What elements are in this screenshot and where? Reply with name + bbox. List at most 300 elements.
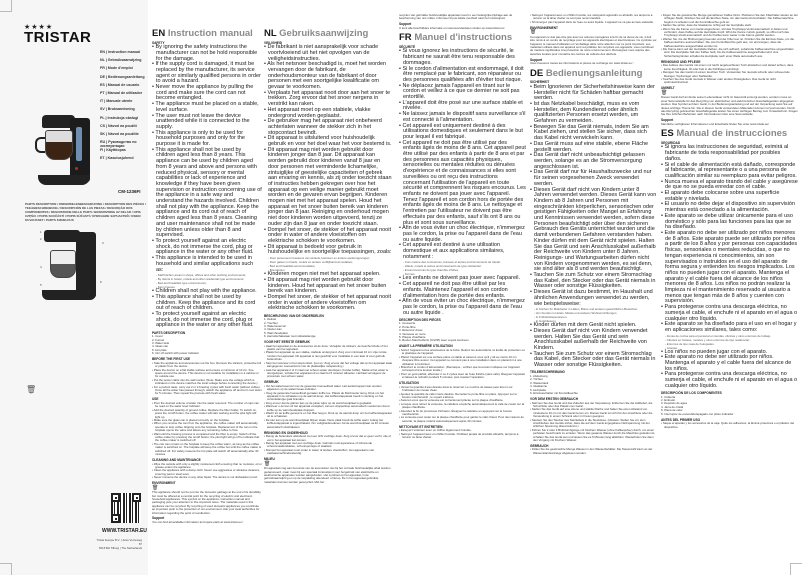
section-heading: VEILIGHEID [264, 40, 283, 45]
safety-list [264, 45, 392, 256]
section-heading: Support [661, 118, 674, 123]
safety-list [661, 350, 798, 390]
list-item: 1. Couvercle [399, 321, 416, 326]
list-item: • Zorg ervoor dat de glazen kan op de juiste wijze op de warmhoudplaat is geplaatst. [264, 402, 392, 405]
section-heading: SICHERHEIT [530, 80, 550, 85]
section-heading: Support [152, 516, 165, 521]
section-heading: PARTS DESCRIPTION [152, 330, 186, 335]
section-heading: ENVIRONMENT [152, 481, 176, 486]
manual-title: Manual de instrucciones [676, 128, 788, 140]
list-item: • Dompel het snoer, de stekker of het apparaat nooit onder in water of andere vloeistoffen om elektrische schokken te voorkomen. [264, 295, 392, 312]
language-item: PL | Instrukcja obsługi [100, 115, 139, 120]
list-item: • Tauchen Sie das Gerät niemals in Wasser oder andere Flüssigkeiten. Das Gerät ist nicht spülmaschinenfest. [661, 78, 798, 85]
list-item: 6. Bouton Marche/Arrêt (On/Off) avec voyant lumineux [399, 338, 469, 343]
list-item: • Wenn Sie die Kanne vom Gerät wegnehmen, tritt das Tropfstopp-Ventil automatisch in Aktion und verhindert, dass Kaffee auf die Heizplatte tropft. Wird die Kanne zurück gestellt, so öffnet sich das Tropfstopp-Ventil automatisch und der Kaffee kann weiter in die Kanne geführt werden. [661, 28, 798, 38]
language-code: FR [399, 32, 412, 44]
list-item: • Stellen Sie das Gerät auf eine ebene und stabile Fläche und halten Sie einen Abstand von mindestens 10 cm um das Gerät herum ein. Dieses Gerät ist nicht für den Anschluss oder die Verwendung in einem Schrank oder im Freien geeignet. [530, 408, 657, 418]
list-item: • Add the desired quantity of ground coffee. Replace the filter holder. To switch on, press the on/off button, the coffee maker will start working and the pilot light will light up. [152, 409, 262, 419]
list-item: • Nunca mueva el aparato tirando del cable y asegúrese de que no se pueda enredar con el cable. [661, 180, 798, 191]
list-item: 3. Water tank [152, 341, 170, 346]
language-item: FR | Mode d'emploi [100, 66, 133, 71]
safety-list [661, 145, 798, 333]
list-item: • Ne déplacez jamais l'appareil en tirant sur le cordon et veillez à ce que ce dernier ne soit pas entortillé. [399, 84, 526, 101]
list-item: 1. Cubierta [661, 394, 676, 399]
list-item: 5. Heizplatte [530, 387, 547, 392]
list-item: • Fügen Sie die gewünschte Menge gemahlenen Kaffee hinzu. Platzieren Sie den Filterhalter wieder an der richtigen Stelle. Drücken Sie auf die Ein/Aus-Taste, um das Gerät einzuschalten. Die Kaffeemaschine beginnt zu arbeiten und die Kontrollleuchte geht an. [661, 14, 798, 24]
section-heading: SÉCURITÉ [399, 44, 416, 49]
list-item: • This appliance is only to be used for household purposes and only for the purpose it is made for. [152, 131, 262, 148]
list-item: • Put the power cable into the wall socket. (Note: Make sure the voltage which is indicated on the device matches the local voltage before connecting the device.) [152, 379, 262, 386]
list-item: • Wanneer u de kan uit het apparaat verwijdert, zal een druppelstop automatisch voorkomen dat er koffie op de warmhoudplaat druppelt. [264, 405, 392, 412]
list-item: • Warten Sie, bis der Brühvorgang beendet und der Filter leer ist. Drücken Sie die Ein/Aus-Taste, um die Kaffeemaschine auszuschalten. Die rote Kontrollleuchte geht aus, um anzuzeigen, dass die Kaffeemaschine ausgeschaltet worden ist. [661, 38, 798, 48]
section-heading: GEBRAUCH [530, 443, 549, 448]
list-item: - Clientes en hoteles, moteles y otros entornos de tipo residencial. [665, 338, 798, 342]
list-item: 1. Deksel [264, 317, 277, 322]
manual-title: Gebruiksaanwijzing [279, 28, 369, 39]
list-item: • Reinig de buitenkant uitsluitend met een licht vochtige doek. Zorg ervoor dat er geen vocht, olie of vet in het apparaat kan komen. [264, 435, 392, 442]
list-item: • Verplaats het apparaat nooit door aan het snoer te trekken. Zorg ervoor dat het snoer nergens in verstrikt kan raken. [264, 91, 392, 108]
list-item: 3. Waterreservoir [264, 323, 287, 328]
paragraph: Sämtliche verfügbaren Informationen und Ersatzteile finden Sie unter www.tristar.eu! [661, 121, 769, 126]
environment-paragraph: This appliance should not be put into the domestic garbage at the end of its durability, but must be offered at a central point for the recycling of electric and electronic household appliances. This symbol on the appliance, instruction manual and packaging puts your attention to this important issue. The materials used in this appliance can be recycled. By recycling of used domestic appliances you contribute an important push to the protection of our environment. Ask your local authorities for information regarding the point of recollection. [152, 490, 262, 515]
list-item: • Stecken Sie den Stecker des Netzkabels in die Steckdose. (Hinweis: Stellen Sie vor dem Anschließen des Geräts sicher, dass die auf dem Gerät angegebene Netzspannung mit der örtlichen Spannung übereinstimmt.) [530, 419, 657, 429]
section-heading: SEGURIDAD [661, 140, 681, 145]
list-item: • This appliance shall not be used by children aged less than 8 years. This appliance can be used by children aged from 8 years and above and persons with reduced physical, sensory or mental capabilities or lack of experience and knowledge if they have been given supervision or instruction concerning use of the appliance in a safe way and understand the hazards involved. Children shall not play with the appliance. Keep the appliance and its cord out of reach of children aged less than 8 years. Cleaning and user maintenance shall not be made by children unless older than 8 and supervised. [152, 148, 262, 239]
list-item: 2. Trichter [530, 377, 543, 382]
language-item: ES | Manual de usuario [100, 82, 140, 87]
weee-bin-icon: 🗑 [661, 89, 668, 96]
list-item: • La verseuse peut rester sur la plaque chauffante pour garder le café chaud. Pour des raisons de sécurité, la plaque s'éteint automatiquement après 40 minutes. [399, 416, 526, 423]
list-item: • Clean the appliance with a damp cloth. Never use aggressive or abrasive cleaners, scouring pad or steel wool. [152, 469, 262, 476]
list-item: 1. Abdeckung [530, 373, 548, 378]
list-item: - Staff kitchen areas in shops, offices and other working environments; [156, 273, 262, 277]
safety-list [530, 85, 657, 307]
callout-1: 1 [40, 230, 42, 234]
list-item: - Hôtels, motels et autres environnements de type résidentiel. [403, 264, 526, 268]
section-heading: NETTOYAGE ET ENTRETIEN [399, 424, 443, 429]
list-item: • Plaats het apparaat op een vlakke, stabiele ondergrond. Zorg voor minimaal 10 cm vrije ruimte rondom het apparaat. Dit apparaat is niet geschikt voor installatie in een kast of voor gebruik buitenshuis. [264, 351, 392, 361]
list-item: • Die Kanne kann auf der Heizplatte bleiben, die sich aufheizt, sobald die Kaffeemaschine eingeschaltet wird. Die Heizplatte hält den Kaffee heiß, bis die Kaffeemaschine ausgeschaltet wird. Aus Sicherheitsgründen schaltet die Heizplatte nach einer Weile automatisch aus. [661, 48, 798, 58]
list-item: 4. Glazen kan [264, 327, 282, 332]
list-item: 5. Plaque chauffante [399, 335, 426, 340]
list-item: • Voeg de gewenste hoeveelheid gemalen koffie toe. Plaats de filterhouder terug. Druk om het apparaat in te schakelen op de aan/uit-knop. Het koffiezetapparaat treedt in werking en het controlelampje gaat branden. [264, 392, 392, 402]
manual-title: Instruction manual [167, 28, 253, 39]
section-heading: Support [399, 22, 412, 27]
list-item: - Granjas. [665, 346, 798, 350]
instruction-list [152, 463, 262, 480]
section-heading: USE [152, 397, 159, 402]
instruction-list [399, 260, 526, 276]
section-heading: DESCRIPTION DES PIÈCES [399, 317, 441, 322]
list-item: • Tauchen Sie zum Schutz vor einem Stromschlag das Kabel, den Stecker oder das Gerät niemals in Wasser oder sonstige Flüssigkeiten. [530, 352, 657, 369]
list-item: • Vul het waterreservoir met de gewenste hoeveelheid water. Het aantal koppen kan worden afgelezen op de waterniveau-indicator. [264, 385, 392, 392]
language-item: ET | Kasutusjuhend [100, 156, 134, 161]
list-item: • Dieses Gerät darf nicht von Kindern unter 8 Jahren verwendet werden. Dieses Gerät kann von Kindern ab 8 Jahren und Personen mit eingeschränkten körperlichen, sensorischen oder geistigen Fähigkeiten oder Mangel an Erfahrung und Kenntnissen verwendet werden, sofern diese Personen beaufsichtigt oder über den sicheren Gebrauch des Geräts unterrichtet wurden und die damit verbundenen Gefahren verstanden haben. Kinder dürfen mit dem Gerät nicht spielen. Halten Sie das Gerät und sein Anschlusskabel außerhalb der Reichweite von Kindern unter 8 Jahren. Reinigungs- und Wartungsarbeiten dürfen nicht von Kindern vorgenommen werden, es sei denn, sie sind älter als 8 und werden beaufsichtigt. [530, 188, 657, 274]
section-heading: VOR DEM ERSTEN GEBRAUCH [530, 396, 578, 401]
list-item: • To protect yourself against an electric shock, do not immerse the cord, plug or appliance in the water or any other fluid. [152, 312, 262, 329]
callout-6: 6 [100, 280, 102, 284]
manual-title: Bedienungsanleitung [545, 67, 643, 79]
list-item: • Dit apparaat is bedoeld voor gebruik in huishoudelijke en soortgelijke toepassingen, zoals: [264, 245, 392, 256]
environment-paragraph: Dit apparaat mag aan het einde van de levensduur niet bij het normale huishoudelijke afval worden gedeponeerd, maar moet bij een speciaal inzamelpunt voor hergebruik van elektrische en elektronische apparaten worden aangeboden. Het symbool op het apparaat, in de gebruiksaanwijzing en op de verpakking attendeert u hierop. De in het apparaat gebruikte materialen kunnen worden gerecycled. Met het [264, 466, 391, 484]
list-item: • Si le cordon d'alimentation est endommagé, il doit être remplacé par le fabricant, son réparateur ou des personnes qualifiées afin d'éviter tout risque. [399, 67, 526, 84]
list-item: • Ne laissez jamais le dispositif sans surveillance s'il est connecté à l'alimentation. [399, 112, 526, 123]
list-item: • Este aparato no debe ser utilizado por niños menores de 8 años. Este aparato puede ser utilizado por niños a partir de los 8 años y por personas con capacidades físicas, sensoriales o mentales reducidas, o que no tengan experiencia ni conocimientos, sin son supervisados o instruidos en el uso del aparato de forma segura y entienden los riesgos implicados. Los niños no pueden jugar con el aparato. Mantenga el aparato y el cable fuera del alcance de los niños menores de 8 años. Los niños no podrán realizar la limpieza ni el mantenimiento reservado al usuario a menos que tengan más de 8 años y cuenten con supervisión. [661, 231, 798, 305]
parts-diagram [38, 228, 100, 304]
list-item: • L'appareil doit être posé sur une surface stable et nivelée. [399, 101, 526, 112]
environment-text [530, 30, 657, 56]
instruction-list [399, 429, 526, 439]
list-item: • When you remove the can from the appliance, the coffee maker will automatically operate to stop coffee dripping onto the hotplate. Replacement of the can on the hotplate opens the valve and allows any remaining coffee to flow. [152, 422, 262, 432]
weee-bin-icon: 🗑 [264, 460, 271, 467]
list-item: • Als het netsnoer beschadigd is, moet het worden vervangen door de fabrikant, de onderhoudsmonteur van de fabrikant of door personen met een soortgelijke kwalificatie om gevaar te voorkomen. [264, 62, 392, 91]
list-item: - In Gutshäusern. [534, 319, 657, 323]
list-item: 4. Glaskanne [530, 384, 548, 389]
list-item: 3. Wassertank [530, 380, 549, 385]
list-item: • Ajoutez la quantité de café moulu désirée. Remettez le porte-filtre en place. Appuyez sur le bouton marche/arrêt ; le voyant s'allume. [399, 393, 526, 400]
language-item: RU | Руководство по эксплуатации [100, 140, 137, 149]
environment-paragraph: Dieses Gerät darf am Ende seiner Lebensdauer nicht im Hausmüll entsorgt werden, sondern muss an einer Sammelstelle für das Recycling von elektrischen und elektronischen Haushaltsgeräten abgegeben werden. Das Symbol auf dem Gerät, in der Bedienungsanleitung und auf der Verpackung weist Sie auf dieses wichtige Thema hin. Die in diesem Gerät verwendeten Materialien können recycelt werden. Durch das Recycling gebrauchter Haushaltsgeräte leisten Sie einen wichtigen Beitrag zum Umweltschutz. Fragen Sie Ihre örtlichen Behörden nach Informationen über eine Sammelstelle. [661, 95, 798, 117]
list-item: • Haal het apparaat en de accessoires uit de doos. Verwijder de stickers, de beschermfolie of het plastic van het apparaat. [264, 345, 392, 352]
list-item: • Führen Sie 2 oder 3 Brühdurchgänge mit frischem Wasser (ohne Kaffeepulver) durch, um einen perfekten Geschmack zu erzielen. Wenn das gesamte Wasser durch die Maschine gelaufen ist, schalten Sie das Gerät aus und lassen Sie es 5 Minuten lang abkühlen. Wiederholen Sie dann den Vorgang mit frischem Wasser. [530, 429, 657, 443]
environment-text [152, 486, 262, 515]
instruction-list [661, 422, 798, 429]
list-item: • Bewegen Sie das Gerät niemals, indem Sie am Kabel ziehen, und stellen Sie sicher, dass sich das Kabel nicht verwickeln kann. [530, 125, 657, 142]
instruction-list [530, 448, 657, 455]
language-item: NL | Gebruiksaanwijzing [100, 58, 142, 63]
list-item: • The appliance must be placed on a stable, level surface. [152, 102, 262, 113]
section-heading: CLEANING AND MAINTENANCE [152, 457, 201, 462]
list-item: • Este aparato no debe ser utilizado por niños. Mantenga el aparato y el cable fuera del alcance de los niños. [661, 355, 798, 372]
list-item: • To protect yourself against an electric shock, do not immerse the cord, plug or appliance in the water or any other fluid. [152, 239, 262, 256]
list-item: • Dit apparaat is uitsluitend voor huishoudelijk gebruik en voor het doel waar het voor bestemd is. [264, 136, 392, 147]
section-title [152, 28, 262, 39]
list-item: • Reinig het apparaat met een vochtige doek. Gebruik nooit agressieve of schurende schoonmaakmiddelen, schuursponsjes of staalwol. [264, 442, 392, 449]
instruction-list [530, 402, 657, 443]
instruction-list [399, 349, 526, 380]
safety-list [264, 272, 392, 312]
list-item: • Füllen Sie die gewünschte Menge Wasser in den Wasserbehälter. Die Tassenzahl kann an der Wasserstandsanzeige abgelesen werden. [530, 448, 657, 455]
manual-title: Manuel d'instructions [414, 32, 513, 44]
list-item: • Este aparato se debe utilizar únicamente para el uso doméstico y sólo para las funciones para las que se ha diseñado. [661, 214, 798, 231]
list-item: 3. Réservoir d'eau [399, 328, 423, 333]
logo-wordmark: TRISTAR [24, 29, 92, 46]
language-code: NL [264, 28, 277, 39]
instruction-list [152, 335, 262, 355]
list-item: - Door personeel in keukens van winkels, kantoren en andere werkomgevingen; [268, 256, 392, 260]
list-item: • Afin de vous éviter un choc électrique, n'immergez pas le cordon, la prise ou l'appareil dans de l'eau ou autre liquide . [399, 299, 526, 316]
section-heading: ENVIRONNEMENT [530, 25, 558, 30]
list-item: • Cet appareil ne doit pas être utilisé par les enfants. Maintenez l'appareil et son cordon d'alimentation hors de portée des enfants. [399, 282, 526, 299]
address-line: 5015 BH Tilburg | The Netherlands [99, 546, 142, 551]
list-item: - Fermes. [403, 272, 526, 276]
list-item: • N'immergez pas l'appareil dans de l'eau ou autre liquide. L'appareil ne va pas au lave-vaisselle. [530, 21, 657, 24]
model-number: CM-1236FI [118, 189, 141, 194]
instruction-list [264, 256, 392, 272]
list-item: • Take the appliance and accessories out the box. Remove the stickers, protective foil or plastic from the device. [152, 362, 262, 369]
instruction-list [152, 362, 262, 396]
list-item: • Never move the appliance by pulling the cord and make sure the cord can not become entangled. [152, 85, 262, 102]
list-item: • Para protegerse contra una descarga eléctrica, no sumerja el cable, el enchufe ni el aparato en el agua o cualquier otro líquido. [661, 305, 798, 322]
list-item: • Cet appareil est destiné à une utilisation domestique et aux applications similaires, notamment : [399, 243, 526, 260]
list-item: • Versez la quantité d'eau désirée dans le réservoir. Le nombre de tasses peut être lu sur l'indicateur de niveau d'eau. [399, 386, 526, 393]
instruction-list [399, 386, 526, 423]
list-item: 2. Embudo [661, 398, 675, 403]
list-item: • Reinigen Sie das Gerät mit einem feuchten Tuch. Verwenden Sie niemals scharfe oder scheuernde Reiniger, Topfreiniger oder Stahlwolle. [661, 71, 798, 78]
environment-text [661, 91, 798, 117]
section-heading: ANTES DEL PRIMER USO [661, 417, 701, 422]
list-item: • El usuario no debe dejar el dispositivo sin supervisión mientras está conectado a la alimentación. [661, 202, 798, 213]
list-item: - Zonas de cocina para el personal en tiendas, oficinas y otros entornos de trabajo. [665, 334, 798, 338]
list-item: 6. On/ off switch with power indicator [152, 351, 200, 356]
instruction-list [530, 307, 657, 323]
safety-list [399, 49, 526, 260]
instruction-list [152, 273, 262, 289]
crop-mark [0, 563, 12, 575]
list-item: • Placez l'appareil sur une surface plane et stable et assurez-vous qu'il y ait au moins 10 cm d'espace libre autour. Cet appareil ne convient pas à une installation dans un placard ni à une utilisation à l'extérieur. [399, 356, 526, 366]
language-item: IT | Manuale utente [100, 99, 133, 104]
list-item: - Bed and breakfast-accommodaties; [268, 264, 392, 268]
callout-2: 2 [40, 237, 42, 241]
list-item: • El aparato debe colocarse sobre una superficie estable y nivelada. [661, 191, 798, 202]
list-item: • Ist das Netzkabel beschädigt, muss es vom Hersteller, dem Kundendienst oder ähnlich qualifizierten Personen ersetzt werden, um Gefahren zu vermeiden. [530, 102, 657, 125]
list-item: • Make sure the glass can is placed correctly on the hotplate. [152, 419, 262, 422]
list-item: 5. Placa de calor [661, 408, 683, 413]
safety-list [152, 45, 262, 273]
section-title [530, 68, 657, 79]
list-item: • Sortez l'appareil et les accessoires de la boîte. Retirez les autocollants, la feuille de protection ou le plastique de l'appareil. [399, 349, 526, 356]
list-item: • Este aparato se ha diseñado para el uso en el hogar y en aplicaciones similares, tales como: [661, 322, 798, 333]
list-item: • Wacht tot de koffie gereed is en het filter leeg is. Druk op de aan/uit-knop om het koffiezetapparaat uit te schakelen. [264, 412, 392, 419]
instruction-list [661, 64, 798, 84]
list-item: • Dieses Gerät darf nicht von Kindern verwendet werden. Halten Sie das Gerät und sein Anschlusskabel außerhalb der Reichweite von Kindern. [530, 329, 657, 352]
list-item: • Nehmen Sie das Gerät und das Zubehör aus der Verpackung. Entfernen Sie die Aufkleber, die Schutzfolie oder das Plastik vom Gerät. [530, 402, 657, 409]
weee-bin-icon: 🗑 [26, 385, 37, 394]
language-item: DE | Bedienungsanleitung [100, 74, 145, 79]
list-item: • The can can remain on the hotplate to keep the coffee warm, as long as the coffee maker is switched on. The hotplate will keep the coffee hot until the coffee maker is switched off. For safety reasons the hot plate will switch off automatically after 40 minutes. [152, 443, 262, 457]
list-item: • Das Gerät muss auf eine stabile, ebene Fläche gestellt werden. [530, 142, 657, 153]
list-item: • Nettoyez l'appareil avec un chiffon humide, les nettoyants agressifs ou abrasifs, les tampons à récurer ou la laine d'acier ne sont pas recommandés. [530, 14, 657, 21]
language-code: DE [530, 67, 544, 79]
list-item: 2. Porte-filtre [399, 324, 416, 329]
list-item: • Dit apparaat mag niet worden gebruikt door kinderen. Houd het apparaat en het snoer buiten bereik van kinderen. [264, 278, 392, 295]
list-item: • Essuyez l'extérieur avec un chiffon légèrement humide. [399, 429, 526, 432]
list-item: • Nettoyez l'appareil avec un chiffon humide. N'utilisez jamais de produits abrasifs, tampons à récurer ou laine d'acier. [399, 433, 526, 440]
list-item: • Stellen Sie sicher, dass die Glaskanne richtig auf der Heizplatte steht. [661, 24, 798, 27]
list-item: • Wait until the brewing process is completed and the filter is empty. Switch off the coffee maker by pressing the on/off button; the pilot light will go off to indicate that the coffee maker is switched off. [152, 433, 262, 443]
list-item: 4. Verseuse en verre [399, 331, 426, 336]
section-heading: TEILEBESCHREIBUNG [530, 370, 565, 375]
column-nl [264, 0, 392, 484]
list-item: - Environnements de type chambre d'hôtes. [403, 268, 526, 272]
section-heading: MILIEU [264, 457, 275, 462]
qr-code [111, 493, 141, 523]
paragraph: U kunt alle beschikbare informatie en reserveonderdelen vinden op www.tristar.eu! [399, 25, 505, 30]
list-item: 6. Interruptor de encendido/apagado con piloto indicador [661, 411, 734, 416]
section-heading: BEFORE THE FIRST USE [152, 357, 191, 362]
list-item: 3. Depósito de agua [661, 401, 687, 406]
callout-5: 5 [40, 283, 42, 287]
callout-3: 3 [102, 241, 104, 245]
section-title [264, 28, 392, 39]
section-heading: Support [530, 57, 543, 62]
section-heading: REINIGUNG UND PFLEGE [661, 59, 701, 64]
website-url[interactable]: WWW.TRISTAR.EU [102, 528, 147, 534]
list-item: • Stop het netsnoer in het stopcontact. (Let op: Zorg ervoor dat het voltage dat op het apparaat staat aangegeven overeenkomt met de plaatselijke netspanning.) [264, 362, 392, 369]
paragraph: recyclen van gebruikte huishoudelijke apparaten levert u een belangrijke bijdrage aan de bescherming van ons milieu. Informeer bij uw lokale overheid naar het inzamelpunt. [399, 13, 513, 21]
list-item: 1. Cover [152, 334, 163, 339]
list-item: • Saque el aparato y los accesorios de la caja. Quite los adhesivos, la lámina protectora o el plástico del dispositivo. [661, 422, 798, 429]
language-item: FI | Käyttöopas [100, 148, 126, 153]
section-title [399, 32, 526, 43]
safety-list [152, 289, 262, 329]
instruction-list [661, 396, 798, 416]
instruction-list [530, 375, 657, 395]
instruction-list [530, 14, 657, 24]
instruction-list [264, 345, 392, 379]
list-item: - Entornos de tipo casa de huéspedes. [665, 342, 798, 346]
section-heading: UMWELT [661, 86, 675, 91]
list-item: • Dompel het snoer, de stekker of het apparaat nooit onder in water of andere vloeistoffen om elektrische schokken te voorkomen. [264, 228, 392, 245]
list-item: • Los niños no pueden jugar con el aparato. [661, 350, 798, 356]
list-item: • Para protegerse contra una descarga eléctrica, no sumerja el cable, el enchufe ni el aparato en el agua o cualquier otro líquido. [661, 372, 798, 389]
list-item: 2. Funnel [152, 337, 165, 342]
environment-text [264, 462, 392, 485]
list-item: • Lorsque vous retirez la verseuse, la cafetière empêche automatiquement le café de couler sur la plaque chauffante. [399, 403, 526, 410]
list-item: • Wipe the outside with only a slightly moistened cloth ensuring that no moisture, oil or grease enters the appliance. [152, 463, 262, 470]
company-address [94, 538, 142, 551]
crop-mark [790, 563, 802, 575]
logo-stars: ★★★★ [24, 24, 54, 31]
safety-list [530, 323, 657, 369]
instruction-list [152, 402, 262, 457]
list-item: 5. Warmhoudplaat [264, 330, 288, 335]
list-item: - Farm houses. [156, 285, 262, 289]
instruction-list [661, 334, 798, 350]
section-title [661, 128, 798, 139]
instruction-list [399, 322, 526, 342]
paragraph: Vous trouverez toutes les informations et pièces de rechange sur www.tristar.eu ! [530, 61, 634, 66]
list-item: - By clients in hotels, motels and other residential type environments; [156, 277, 262, 281]
column-de [530, 0, 657, 455]
list-item: • De fabrikant is niet aansprakelijk voor schade voortvloeiend uit het niet opvolgen van de veiligheidsinstructies. [264, 45, 392, 62]
language-item: SV | Bruksanvisning [100, 107, 135, 112]
parts-description-heading: PARTS DESCRIPTION / ONDERDELENBESCHRIJVING / DESCRIPTION DES PIÈCES / TEILEBESCHREIBUNG / DESCRIPCIÓN DE LAS PIEZAS / DESCRIÇÃO DOS COMPONENTES / DESCRIZIONE DELLE PARTI / BESKRIVNING AV DELAR / OPIS CZĘŚCI / POPIS SOUČÁSTÍ / POPIS SÚČASTÍ / ОПИСАНИЕ ЗАПЧАСТЕЙ / OSIEN KUVAUKSET / PARTS KIRJELDUS [25, 202, 146, 222]
list-item: • Si ignora las instrucciones de seguridad, eximirá al fabricante de toda responsabilidad por posibles daños. [661, 145, 798, 162]
list-item: • Attendez la fin du processus d'infusion. Éteignez la cafetière en appuyant sur le bouton marche/arrêt. [399, 410, 526, 417]
list-item: • Assurez-vous que la verseuse est correctement placée sur la plaque chauffante. [399, 399, 526, 402]
list-item: • Pour the desired volume of water into the water reservoir. The number of cups can be read on the water level indicator. [152, 402, 262, 409]
list-item: • Dompel het apparaat nooit onder in water of andere vloeistoffen. Het apparaat is niet vaatwasmachinebestendig. [264, 449, 392, 456]
weee-bin-icon: 🗑 [152, 484, 159, 491]
cover-panel [0, 0, 148, 575]
language-item: CS | Návod na použití [100, 123, 137, 128]
list-item: • If the supply cord is damaged, it must be replaced by the manufacturer, its service agent or similarly qualified persons in order to avoid a hazard. [152, 62, 262, 85]
address-line: Tristar Europe B.V. | Jules Verneweg 87 [96, 538, 142, 547]
list-item: • Si vous ignorez les instructions de sécurité, le fabricant ne saurait être tenu responsable des dommages. [399, 49, 526, 66]
callout-4: 4 [40, 265, 42, 269]
list-item: • The user must not leave the device unattended while it is connected to the supply. [152, 114, 262, 131]
list-item: • Afin de vous éviter un choc électrique, n'immergez pas le cordon, la prise ou l'appareil dans de l'eau ou autre liquide. [399, 226, 526, 243]
section-heading: SAFETY [152, 40, 165, 45]
list-item: • Het apparaat moet op een stabiele, vlakke ondergrond worden geplaatst. [264, 108, 392, 119]
section-heading: UTILISATION [399, 381, 419, 386]
list-item: - In Küchen für Mitarbeiter in Läden, Büros und anderen gewerblichen Bereichen. [534, 307, 657, 311]
list-item: - Von Kunden in Hotels, Motels und anderen Wohneinrichtungen. [534, 311, 657, 315]
list-item: • Place the device on a flat stable surface and ensure a minimum of 10 cm. free space around the device. This device is not suitable for installation in a cabinet or for outside use. [152, 369, 262, 379]
language-item: SK | Návod na použitie [100, 131, 139, 136]
section-heading: REINIGING EN ONDERHOUD [264, 430, 308, 435]
list-item: • De gebruiker mag het apparaat niet onbeheerd achterlaten wanneer de stekker zich in het stopcontact bevindt. [264, 119, 392, 136]
paragraph: You can find all available information and spare parts at www.tristar.eu! [152, 520, 243, 525]
environment-paragraph: Cet appareil ne doit pas être jeté avec les ordures ménagères à la fin de sa durée de vie, il doit être remis à un centre de recyclage pour les appareils électriques et électroniques. Ce symbole sur l'appareil, le manuel d'utilisation et l'emballage attire votre attention sur ce point important. Les matériaux utilisés dans cet appareil sont recyclables. En recyclant vos appareils, vous contribuez de manière significative à la protection de notre environnement. Renseignez-vous auprès des autorités locales pour connaître les centres de collecte des déchets. [530, 34, 657, 56]
list-item: • Les enfants ne doivent pas jouer avec l'appareil. [399, 276, 526, 282]
list-item: - Coin cuisine des commerces, bureaux et autres environnements de travail. [403, 260, 526, 264]
list-item: • Kinderen mogen niet met het apparaat spelen. [264, 272, 392, 278]
section-heading: AVANT LA PREMIÈRE UTILISATION [399, 344, 453, 349]
list-item: - Boerderijen. [268, 268, 392, 272]
list-item: 4. Glass can [152, 344, 169, 349]
list-item: • For a perfect taste, carry out 2 or 3 brewing cycles with fresh water (without coffee). Once all the water has passed through, switch the appliance off and let it cool down for 5 minutes. Then repeat the process with fresh water. [152, 386, 262, 396]
list-item: 6. Aan/uitschakelaar met indicatielampje [264, 334, 316, 339]
list-item: • Tauchen Sie zum Schutz vor einem Stromschlag das Kabel, den Stecker oder das Gerät niemals in Wasser oder sonstige Flüssigkeiten. [530, 273, 657, 290]
list-item: • This appliance is intended to be used in household and similar applications such as: [152, 256, 262, 273]
column-es [661, 0, 798, 429]
language-item: PT | Manual de utilizador [100, 90, 143, 95]
list-item: • Laat het apparaat 2 of 3 maal met schoon water doorlopen (zonder koffie). Nadat al het water is doorgelopen, schakel het apparaat uit en laat het 5 minuten afkoelen. Herhaal vervolgens de procedure met schoon water. [264, 369, 392, 379]
coffee-maker-image [30, 113, 100, 189]
section-heading: GEBRUIK [264, 380, 279, 385]
list-item: • Das Gerät darf nur für Haushaltszwecke und nur für seinen vorgesehenen Zweck verwendet werden. [530, 170, 657, 187]
list-item: 6. Ein/Ausschalter mit Kontrollleuchte [530, 391, 578, 396]
crop-mark [0, 0, 12, 12]
instruction-list [264, 318, 392, 338]
list-item: • This appliance shall not be used by children. Keep the appliance and its cord out of reach of children. [152, 295, 262, 312]
list-item: • Cet appareil est uniquement destiné à des utilisations domestiques et seulement dans le but pour lequel il est fabriqué. [399, 124, 526, 141]
list-item: - Bed and breakfast type environments; [156, 281, 262, 285]
list-item: • Branchez le cordon d'alimentation. (Remarque : vérifiez que la tension indiquée sur l'appareil correspond à la tension locale.) [399, 366, 526, 373]
list-item: • Si el cable de alimentación está dañado, corresponde al fabricante, al representante o a una persona de cualificación similar su reemplazo para evitar peligros. [661, 163, 798, 180]
instruction-list [264, 385, 392, 429]
language-item: EN | Instruction manual [100, 50, 141, 54]
safety-list [399, 276, 526, 316]
list-item: • Das Äußere des Geräts mit einem nur leicht angefeuchteten Tuch abwischen und darauf achten, dass keine Feuchtigkeit, Öl oder Fett in die Kühlrippen eindringt. [661, 64, 798, 71]
section-heading: VOOR HET EERSTE GEBRUIK [264, 340, 310, 345]
list-item: 2. Trechter [264, 320, 278, 325]
column-en [152, 0, 262, 524]
list-item: • Kinder dürfen mit dem Gerät nicht spielen. [530, 323, 657, 329]
list-item: • Das Gerät darf nicht unbeaufsichtigt gelassen werden, solange es an die Stromversorgung angeschlossen ist. [530, 153, 657, 170]
list-item: - Door gasten in hotels, motels en andere verblijfsaccommodaties; [268, 260, 392, 264]
language-code: ES [661, 128, 674, 140]
tristar-logo [24, 23, 104, 44]
language-code: EN [152, 28, 166, 39]
list-item: - In Frühstückspensionen. [534, 315, 657, 319]
list-item: • Dit apparaat mag niet worden gebruikt door kinderen jonger dan 8 jaar. Dit apparaat kan worden gebruikt door kinderen vanaf 8 jaar en door personen met verminderde lichamelijke, zintuiglijke of geestelijke capaciteiten of gebrek aan ervaring en kennis, als zij onder toezicht staan of instructies hebben gekregen over hoe het apparaat op een veilige manier gebruikt moet worden en de gevaren ervan begrijpen. Kinderen mogen niet met het apparaat spelen. Houd het apparaat en het snoer buiten bereik van kinderen jonger dan 8 jaar. Reiniging en onderhoud mogen niet door kinderen worden uitgevoerd, tenzij ze ouder zijn dan 8 jaar en onder toezicht staan. [264, 148, 392, 228]
list-item: • Dieses Gerät ist dazu bestimmt, im Haushalt und ähnlichen Anwendungen verwendet zu werden, wie beispielsweise: [530, 290, 657, 307]
weee-bin-icon: 🗑 [530, 29, 537, 36]
language-list [100, 50, 148, 165]
list-item: • De kan kan op de warmhoudplaat blijven staan. Deze plaat houdt de koffie warm zolang het koffiezetapparaat is ingeschakeld. Om veiligheidsredenen zal de warmhoudplaat na 40 minuten automatisch uitschakelen. [264, 419, 392, 429]
section-heading: DESCRIPCIÓN DE LOS COMPONENTES [661, 391, 722, 396]
list-item: • Pour un goût parfait, effectuez 2 ou 3 cycles avec de l'eau fraîche (sans café). Éteignez l'appareil et laissez-le refroidir pendant 5 minutes, puis répétez l'opération. [399, 373, 526, 380]
list-item: • By ignoring the safety instructions the manufacturer can not be hold responsible for the damage. [152, 45, 262, 62]
list-item: • Children shall not play with the appliance. [152, 289, 262, 295]
list-item: 4. Jarra de cristal [661, 404, 684, 409]
instruction-list [661, 14, 798, 58]
list-item: • Never immerse the device in any other liquid. The device is not dishwasher proof. [152, 476, 262, 479]
section-heading: BESCHRIJVING VAN DE ONDERDELEN [264, 313, 324, 318]
